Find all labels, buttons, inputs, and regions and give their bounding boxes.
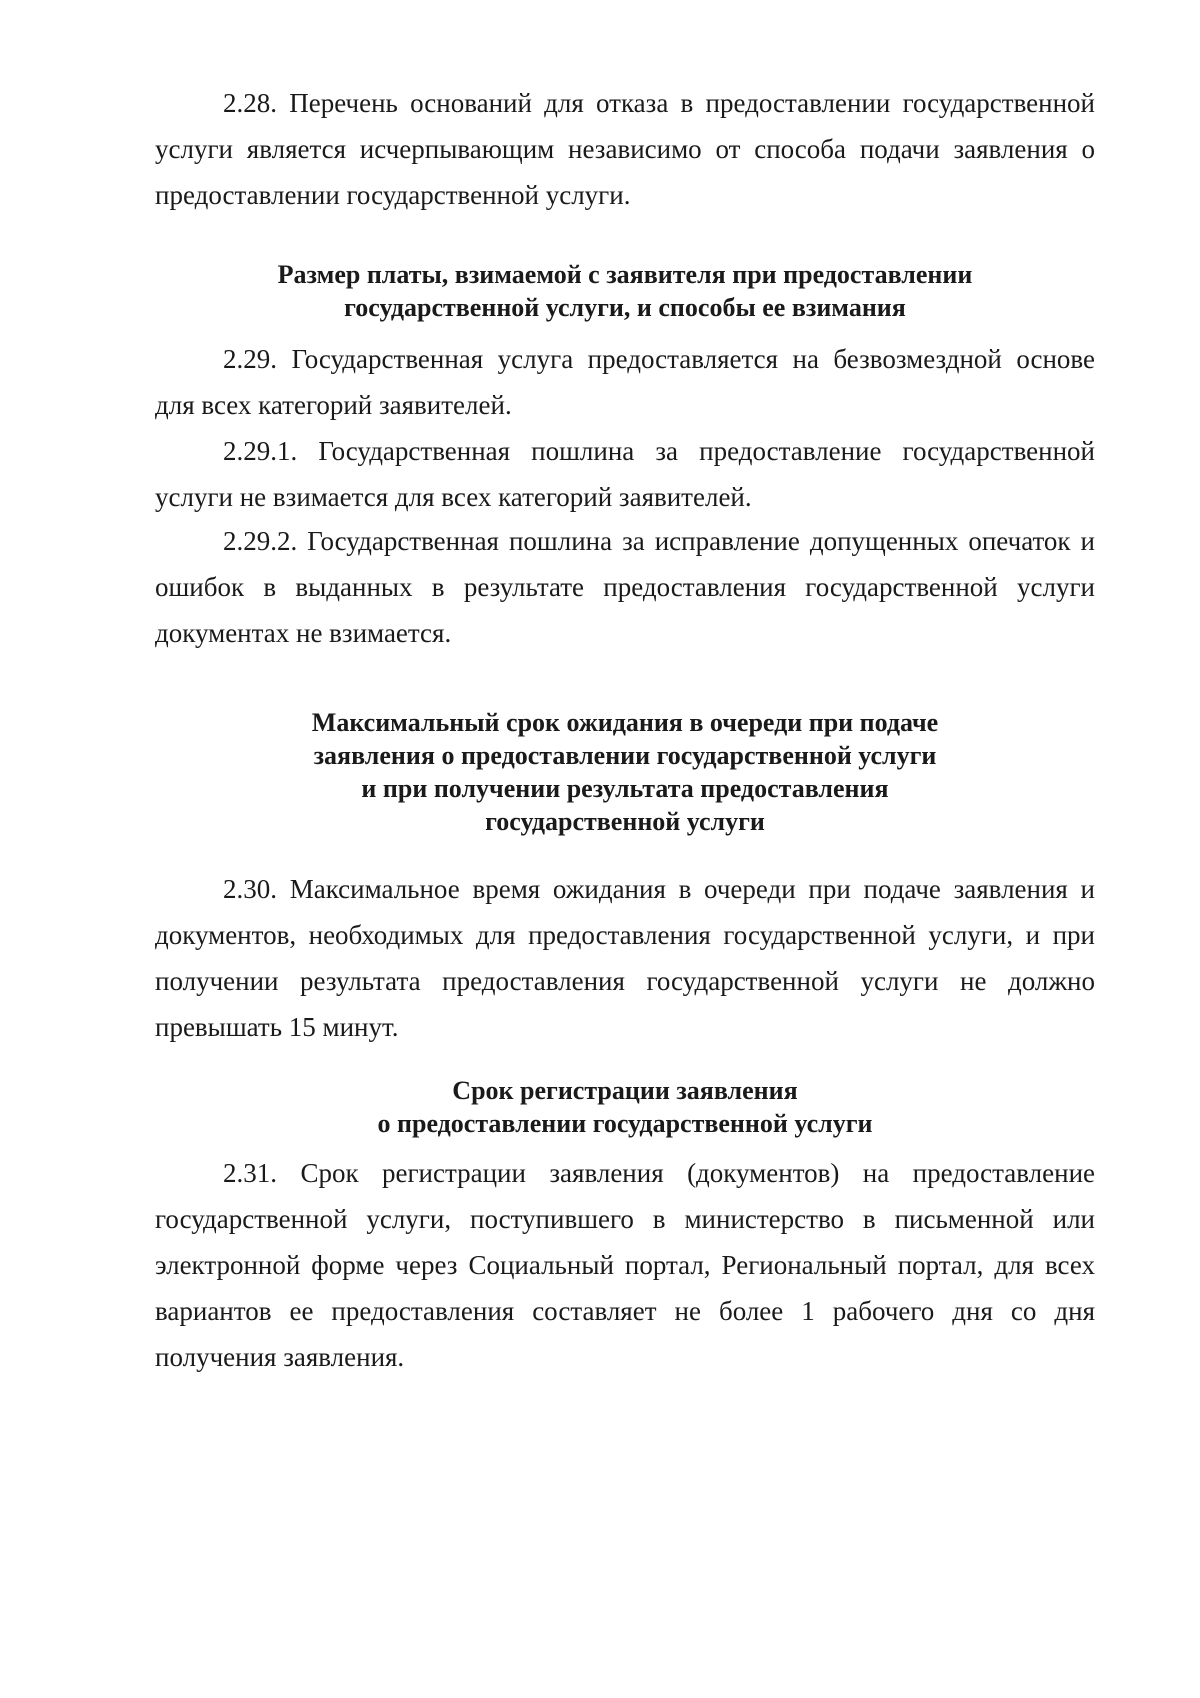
paragraph-2-31: 2.31. Срок регистрации заявления (документов) на предоставление государственной услуги, поступившего в министерство в письменной или электронной форме через Социальный портал, Региональный портал, для всех вариантов ее предоставления составляет не более 1 рабочего дня со дня получения заявления.	[155, 1158, 1095, 1372]
heading-payment-line-1: Размер платы, взимаемой с заявителя при предоставлении	[277, 260, 973, 289]
heading-queue-line-2: заявления о предоставлении государственной услуги	[313, 741, 937, 770]
heading-queue	[155, 706, 1095, 838]
heading-queue-line-4: государственной услуги	[485, 807, 765, 836]
heading-queue-line-3: и при получении результата предоставления	[361, 774, 889, 803]
heading-payment-line-2: государственной услуги, и способы ее взимания	[344, 293, 906, 322]
heading-registration	[155, 1074, 1095, 1140]
paragraph-2-30: 2.30. Максимальное время ожидания в очереди при подаче заявления и документов, необходимых для предоставления государственной услуги, и при получении результата предоставления государственной услуги не должно превышать 15 минут.	[155, 874, 1095, 1042]
heading-queue-line-1: Максимальный срок ожидания в очереди при подаче	[311, 708, 939, 737]
paragraph-2-29-1: 2.29.1. Государственная пошлина за предоставление государственной услуги не взимается для всех категорий заявителей.	[155, 436, 1095, 512]
paragraph-2-28: 2.28. Перечень оснований для отказа в предоставлении государственной услуги является исчерпывающим независимо от способа подачи заявления о предоставлении государственной услуги.	[155, 88, 1095, 210]
heading-registration-line-2: о предоставлении государственной услуги	[377, 1109, 873, 1138]
heading-payment	[155, 258, 1095, 324]
paragraph-2-29-2: 2.29.2. Государственная пошлина за исправление допущенных опечаток и ошибок в выданных в результате предоставления государственной услуги документах не взимается.	[155, 526, 1095, 648]
heading-registration-line-1: Срок регистрации заявления	[452, 1076, 798, 1105]
paragraph-2-29: 2.29. Государственная услуга предоставляется на безвозмездной основе для всех категорий заявителей.	[155, 344, 1095, 420]
